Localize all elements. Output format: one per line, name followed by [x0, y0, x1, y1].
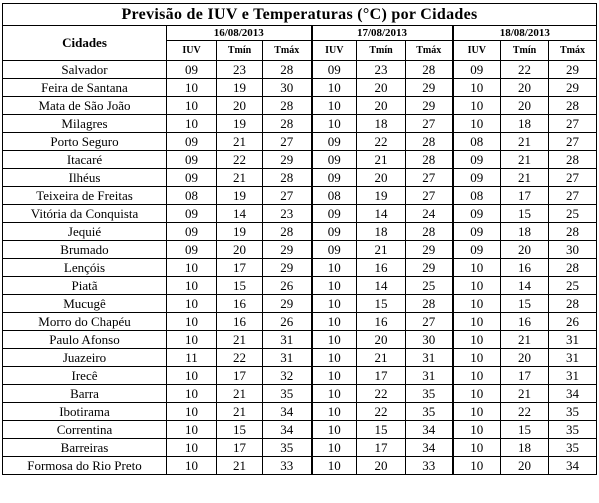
- tmin-header: Tmín: [217, 41, 263, 61]
- city-name-cell: Ibotirama: [3, 403, 167, 421]
- iuv-cell: 10: [167, 331, 217, 349]
- iuv-cell: 10: [167, 439, 217, 457]
- table-row: [3, 187, 597, 205]
- table-row: [3, 97, 597, 115]
- tmin-cell: 20: [217, 241, 263, 259]
- table-row: [3, 79, 597, 97]
- iuv-cell: 10: [312, 313, 357, 331]
- tmin-cell: 22: [357, 385, 406, 403]
- tmin-cell: 21: [217, 403, 263, 421]
- tmin-cell: 20: [217, 97, 263, 115]
- tmax-cell: 25: [406, 277, 453, 295]
- tmax-cell: 34: [406, 439, 453, 457]
- iuv-cell: 10: [453, 295, 501, 313]
- tmax-cell: 23: [263, 205, 312, 223]
- iuv-cell: 10: [453, 115, 501, 133]
- iuv-cell: 09: [453, 169, 501, 187]
- tmin-cell: 18: [501, 439, 549, 457]
- tmin-cell: 19: [217, 79, 263, 97]
- tmax-cell: 27: [549, 115, 597, 133]
- tmin-cell: 23: [357, 61, 406, 79]
- tmin-cell: 21: [501, 385, 549, 403]
- tmax-cell: 31: [263, 331, 312, 349]
- city-column-header: Cidades: [3, 26, 167, 61]
- iuv-cell: 10: [453, 313, 501, 331]
- iuv-cell: 10: [167, 421, 217, 439]
- iuv-cell: 09: [453, 223, 501, 241]
- tmax-cell: 28: [549, 151, 597, 169]
- tmax-cell: 35: [549, 403, 597, 421]
- tmax-cell: 28: [549, 295, 597, 313]
- tmin-cell: 16: [501, 259, 549, 277]
- table-row: [3, 133, 597, 151]
- iuv-cell: 10: [167, 367, 217, 385]
- table-row: [3, 313, 597, 331]
- tmax-cell: 35: [406, 385, 453, 403]
- iuv-cell: 09: [167, 151, 217, 169]
- iuv-cell: 10: [167, 259, 217, 277]
- tmax-cell: 28: [263, 223, 312, 241]
- iuv-cell: 10: [312, 97, 357, 115]
- iuv-cell: 09: [167, 169, 217, 187]
- tmin-cell: 21: [501, 133, 549, 151]
- tmax-cell: 27: [406, 187, 453, 205]
- tmin-cell: 21: [217, 331, 263, 349]
- tmin-cell: 21: [217, 457, 263, 475]
- tmin-cell: 16: [501, 313, 549, 331]
- tmax-cell: 34: [263, 421, 312, 439]
- iuv-cell: 10: [453, 349, 501, 367]
- iuv-cell: 08: [453, 133, 501, 151]
- tmax-cell: 28: [263, 61, 312, 79]
- tmax-cell: 28: [406, 151, 453, 169]
- tmax-cell: 34: [549, 385, 597, 403]
- tmax-cell: 35: [549, 421, 597, 439]
- iuv-cell: 10: [312, 403, 357, 421]
- tmin-cell: 18: [357, 115, 406, 133]
- tmax-cell: 29: [263, 295, 312, 313]
- table-row: [3, 421, 597, 439]
- iuv-cell: 11: [167, 349, 217, 367]
- table-row: [3, 385, 597, 403]
- tmax-cell: 29: [549, 61, 597, 79]
- iuv-cell: 08: [167, 187, 217, 205]
- iuv-cell: 10: [453, 367, 501, 385]
- tmin-cell: 19: [217, 187, 263, 205]
- tmax-cell: 28: [263, 115, 312, 133]
- tmax-cell: 26: [263, 313, 312, 331]
- tmax-cell: 28: [263, 169, 312, 187]
- tmax-cell: 34: [263, 403, 312, 421]
- tmin-cell: 23: [217, 61, 263, 79]
- iuv-cell: 09: [453, 61, 501, 79]
- city-name-cell: Porto Seguro: [3, 133, 167, 151]
- table-row: [3, 367, 597, 385]
- tmax-cell: 31: [549, 331, 597, 349]
- iuv-cell: 10: [453, 277, 501, 295]
- tmin-cell: 15: [501, 421, 549, 439]
- tmin-cell: 17: [217, 259, 263, 277]
- tmin-cell: 20: [501, 97, 549, 115]
- iuv-cell: 10: [167, 97, 217, 115]
- tmin-cell: 14: [357, 205, 406, 223]
- tmax-cell: 29: [263, 151, 312, 169]
- table-row: [3, 151, 597, 169]
- iuv-cell: 10: [453, 403, 501, 421]
- tmin-cell: 16: [357, 259, 406, 277]
- tmax-cell: 27: [263, 187, 312, 205]
- iuv-cell: 09: [312, 61, 357, 79]
- tmin-cell: 22: [217, 349, 263, 367]
- uv-temperature-table: [2, 3, 597, 475]
- iuv-cell: 09: [312, 169, 357, 187]
- tmax-cell: 27: [549, 133, 597, 151]
- tmax-cell: 28: [406, 295, 453, 313]
- city-name-cell: Lençóis: [3, 259, 167, 277]
- iuv-cell: 10: [312, 79, 357, 97]
- tmax-cell: 30: [263, 79, 312, 97]
- tmax-cell: 26: [263, 277, 312, 295]
- tmax-cell: 31: [263, 349, 312, 367]
- city-name-cell: Paulo Afonso: [3, 331, 167, 349]
- iuv-cell: 09: [167, 205, 217, 223]
- tmin-cell: 14: [501, 277, 549, 295]
- iuv-cell: 10: [312, 367, 357, 385]
- tmin-cell: 16: [357, 313, 406, 331]
- iuv-cell: 09: [453, 151, 501, 169]
- iuv-cell: 10: [453, 421, 501, 439]
- table-title: Previsão de IUV e Temperaturas (°C) por Cidades: [3, 4, 597, 26]
- tmax-cell: 31: [549, 367, 597, 385]
- tmax-cell: 33: [263, 457, 312, 475]
- tmax-cell: 30: [549, 241, 597, 259]
- city-name-cell: Teixeira de Freitas: [3, 187, 167, 205]
- tmin-cell: 15: [357, 421, 406, 439]
- tmax-cell: 29: [263, 259, 312, 277]
- tmin-cell: 16: [217, 313, 263, 331]
- table-row: [3, 205, 597, 223]
- tmin-cell: 20: [357, 97, 406, 115]
- tmax-cell: 28: [549, 97, 597, 115]
- tmin-cell: 20: [501, 241, 549, 259]
- tmax-cell: 29: [406, 259, 453, 277]
- iuv-cell: 09: [312, 223, 357, 241]
- city-name-cell: Mata de São João: [3, 97, 167, 115]
- table-row: [3, 331, 597, 349]
- tmax-cell: 31: [406, 367, 453, 385]
- tmin-cell: 18: [357, 223, 406, 241]
- iuv-cell: 10: [312, 115, 357, 133]
- tmin-cell: 15: [217, 277, 263, 295]
- table-body: [3, 61, 597, 475]
- city-name-cell: Irecê: [3, 367, 167, 385]
- iuv-cell: 10: [312, 277, 357, 295]
- tmin-cell: 21: [501, 151, 549, 169]
- iuv-cell: 09: [167, 133, 217, 151]
- tmax-cell: 28: [406, 223, 453, 241]
- tmin-header: Tmín: [501, 41, 549, 61]
- tmax-cell: 27: [549, 187, 597, 205]
- tmax-cell: 28: [263, 97, 312, 115]
- tmin-cell: 21: [357, 151, 406, 169]
- tmax-cell: 35: [406, 403, 453, 421]
- table-row: [3, 349, 597, 367]
- tmin-cell: 18: [501, 223, 549, 241]
- city-name-cell: Correntina: [3, 421, 167, 439]
- table-row: [3, 295, 597, 313]
- tmin-cell: 21: [217, 169, 263, 187]
- tmin-cell: 15: [501, 205, 549, 223]
- iuv-cell: 10: [312, 259, 357, 277]
- tmax-cell: 29: [263, 241, 312, 259]
- table-row: [3, 115, 597, 133]
- iuv-cell: 10: [453, 259, 501, 277]
- city-name-cell: Barra: [3, 385, 167, 403]
- iuv-cell: 09: [312, 241, 357, 259]
- date-header: 16/08/2013: [167, 26, 312, 41]
- table-row: [3, 169, 597, 187]
- tmin-cell: 21: [501, 331, 549, 349]
- iuv-cell: 10: [453, 331, 501, 349]
- table-row: [3, 61, 597, 79]
- iuv-cell: 10: [167, 115, 217, 133]
- iuv-cell: 09: [167, 61, 217, 79]
- tmax-cell: 35: [549, 439, 597, 457]
- city-name-cell: Jequié: [3, 223, 167, 241]
- iuv-cell: 09: [312, 151, 357, 169]
- tmax-cell: 27: [263, 133, 312, 151]
- tmin-cell: 21: [357, 241, 406, 259]
- iuv-cell: 10: [453, 385, 501, 403]
- tmax-cell: 29: [406, 97, 453, 115]
- tmax-cell: 27: [406, 169, 453, 187]
- iuv-cell: 10: [312, 349, 357, 367]
- tmin-cell: 21: [357, 349, 406, 367]
- iuv-header: IUV: [453, 41, 501, 61]
- tmin-header: Tmín: [357, 41, 406, 61]
- iuv-cell: 10: [167, 79, 217, 97]
- tmin-cell: 19: [217, 115, 263, 133]
- tmin-cell: 15: [501, 295, 549, 313]
- city-name-cell: Vitória da Conquista: [3, 205, 167, 223]
- iuv-cell: 10: [453, 439, 501, 457]
- iuv-cell: 10: [312, 295, 357, 313]
- tmax-cell: 29: [406, 79, 453, 97]
- tmin-cell: 18: [501, 115, 549, 133]
- iuv-header: IUV: [312, 41, 357, 61]
- iuv-cell: 09: [167, 223, 217, 241]
- table-row: [3, 259, 597, 277]
- table-row: [3, 457, 597, 475]
- tmax-cell: 27: [406, 115, 453, 133]
- iuv-cell: 10: [453, 79, 501, 97]
- tmin-cell: 20: [357, 79, 406, 97]
- iuv-cell: 09: [453, 241, 501, 259]
- iuv-cell: 10: [453, 457, 501, 475]
- city-name-cell: Itacaré: [3, 151, 167, 169]
- tmin-cell: 17: [357, 439, 406, 457]
- tmin-cell: 22: [501, 61, 549, 79]
- city-name-cell: Juazeiro: [3, 349, 167, 367]
- tmin-cell: 22: [357, 133, 406, 151]
- date-header: 18/08/2013: [453, 26, 597, 41]
- table-row: [3, 439, 597, 457]
- tmin-cell: 21: [217, 133, 263, 151]
- tmax-cell: 25: [549, 205, 597, 223]
- iuv-cell: 10: [312, 385, 357, 403]
- iuv-cell: 10: [167, 457, 217, 475]
- tmin-cell: 14: [357, 277, 406, 295]
- iuv-cell: 10: [453, 97, 501, 115]
- iuv-cell: 09: [453, 205, 501, 223]
- iuv-cell: 09: [312, 133, 357, 151]
- tmin-cell: 20: [357, 169, 406, 187]
- tmin-cell: 20: [501, 349, 549, 367]
- tmin-cell: 20: [501, 79, 549, 97]
- tmin-cell: 17: [217, 439, 263, 457]
- city-name-cell: Brumado: [3, 241, 167, 259]
- iuv-cell: 09: [312, 205, 357, 223]
- tmin-cell: 17: [357, 367, 406, 385]
- iuv-cell: 10: [312, 457, 357, 475]
- tmin-cell: 20: [357, 457, 406, 475]
- tmax-cell: 33: [406, 457, 453, 475]
- tmax-header: Tmáx: [263, 41, 312, 61]
- tmin-cell: 20: [501, 457, 549, 475]
- tmin-cell: 22: [501, 403, 549, 421]
- iuv-cell: 10: [167, 295, 217, 313]
- tmin-cell: 21: [217, 385, 263, 403]
- tmin-cell: 17: [217, 367, 263, 385]
- tmax-header: Tmáx: [549, 41, 597, 61]
- tmin-cell: 22: [217, 151, 263, 169]
- tmin-cell: 16: [217, 295, 263, 313]
- iuv-cell: 10: [312, 331, 357, 349]
- iuv-cell: 08: [453, 187, 501, 205]
- tmin-cell: 17: [501, 367, 549, 385]
- city-name-cell: Formosa do Rio Preto: [3, 457, 167, 475]
- tmin-cell: 17: [501, 187, 549, 205]
- tmax-cell: 27: [406, 313, 453, 331]
- tmin-cell: 22: [357, 403, 406, 421]
- tmax-cell: 34: [549, 457, 597, 475]
- iuv-cell: 10: [312, 439, 357, 457]
- city-name-cell: Piatã: [3, 277, 167, 295]
- tmin-cell: 20: [357, 331, 406, 349]
- tmax-cell: 24: [406, 205, 453, 223]
- iuv-cell: 10: [167, 403, 217, 421]
- tmin-cell: 19: [217, 223, 263, 241]
- table-row: [3, 223, 597, 241]
- iuv-header: IUV: [167, 41, 217, 61]
- tmax-cell: 35: [263, 439, 312, 457]
- tmin-cell: 15: [217, 421, 263, 439]
- tmax-cell: 35: [263, 385, 312, 403]
- iuv-cell: 09: [167, 241, 217, 259]
- tmax-cell: 29: [549, 79, 597, 97]
- iuv-cell: 10: [167, 313, 217, 331]
- tmax-cell: 28: [406, 133, 453, 151]
- tmax-cell: 30: [406, 331, 453, 349]
- tmax-cell: 32: [263, 367, 312, 385]
- table-row: [3, 277, 597, 295]
- city-name-cell: Barreiras: [3, 439, 167, 457]
- tmax-cell: 25: [549, 277, 597, 295]
- date-header: 17/08/2013: [312, 26, 453, 41]
- tmin-cell: 14: [217, 205, 263, 223]
- tmax-cell: 31: [549, 349, 597, 367]
- tmin-cell: 19: [357, 187, 406, 205]
- tmax-cell: 31: [406, 349, 453, 367]
- tmax-cell: 34: [406, 421, 453, 439]
- tmax-cell: 28: [406, 61, 453, 79]
- tmax-header: Tmáx: [406, 41, 453, 61]
- iuv-cell: 10: [312, 421, 357, 439]
- city-name-cell: Ilhéus: [3, 169, 167, 187]
- tmax-cell: 26: [549, 313, 597, 331]
- iuv-cell: 10: [167, 277, 217, 295]
- iuv-cell: 10: [167, 385, 217, 403]
- iuv-cell: 08: [312, 187, 357, 205]
- tmin-cell: 21: [501, 169, 549, 187]
- tmax-cell: 27: [549, 169, 597, 187]
- city-name-cell: Morro do Chapéu: [3, 313, 167, 331]
- tmax-cell: 29: [406, 241, 453, 259]
- tmax-cell: 28: [549, 259, 597, 277]
- city-name-cell: Milagres: [3, 115, 167, 133]
- city-name-cell: Mucugê: [3, 295, 167, 313]
- tmax-cell: 28: [549, 223, 597, 241]
- city-name-cell: Salvador: [3, 61, 167, 79]
- table-row: [3, 403, 597, 421]
- table-row: [3, 241, 597, 259]
- city-name-cell: Feira de Santana: [3, 79, 167, 97]
- tmin-cell: 15: [357, 295, 406, 313]
